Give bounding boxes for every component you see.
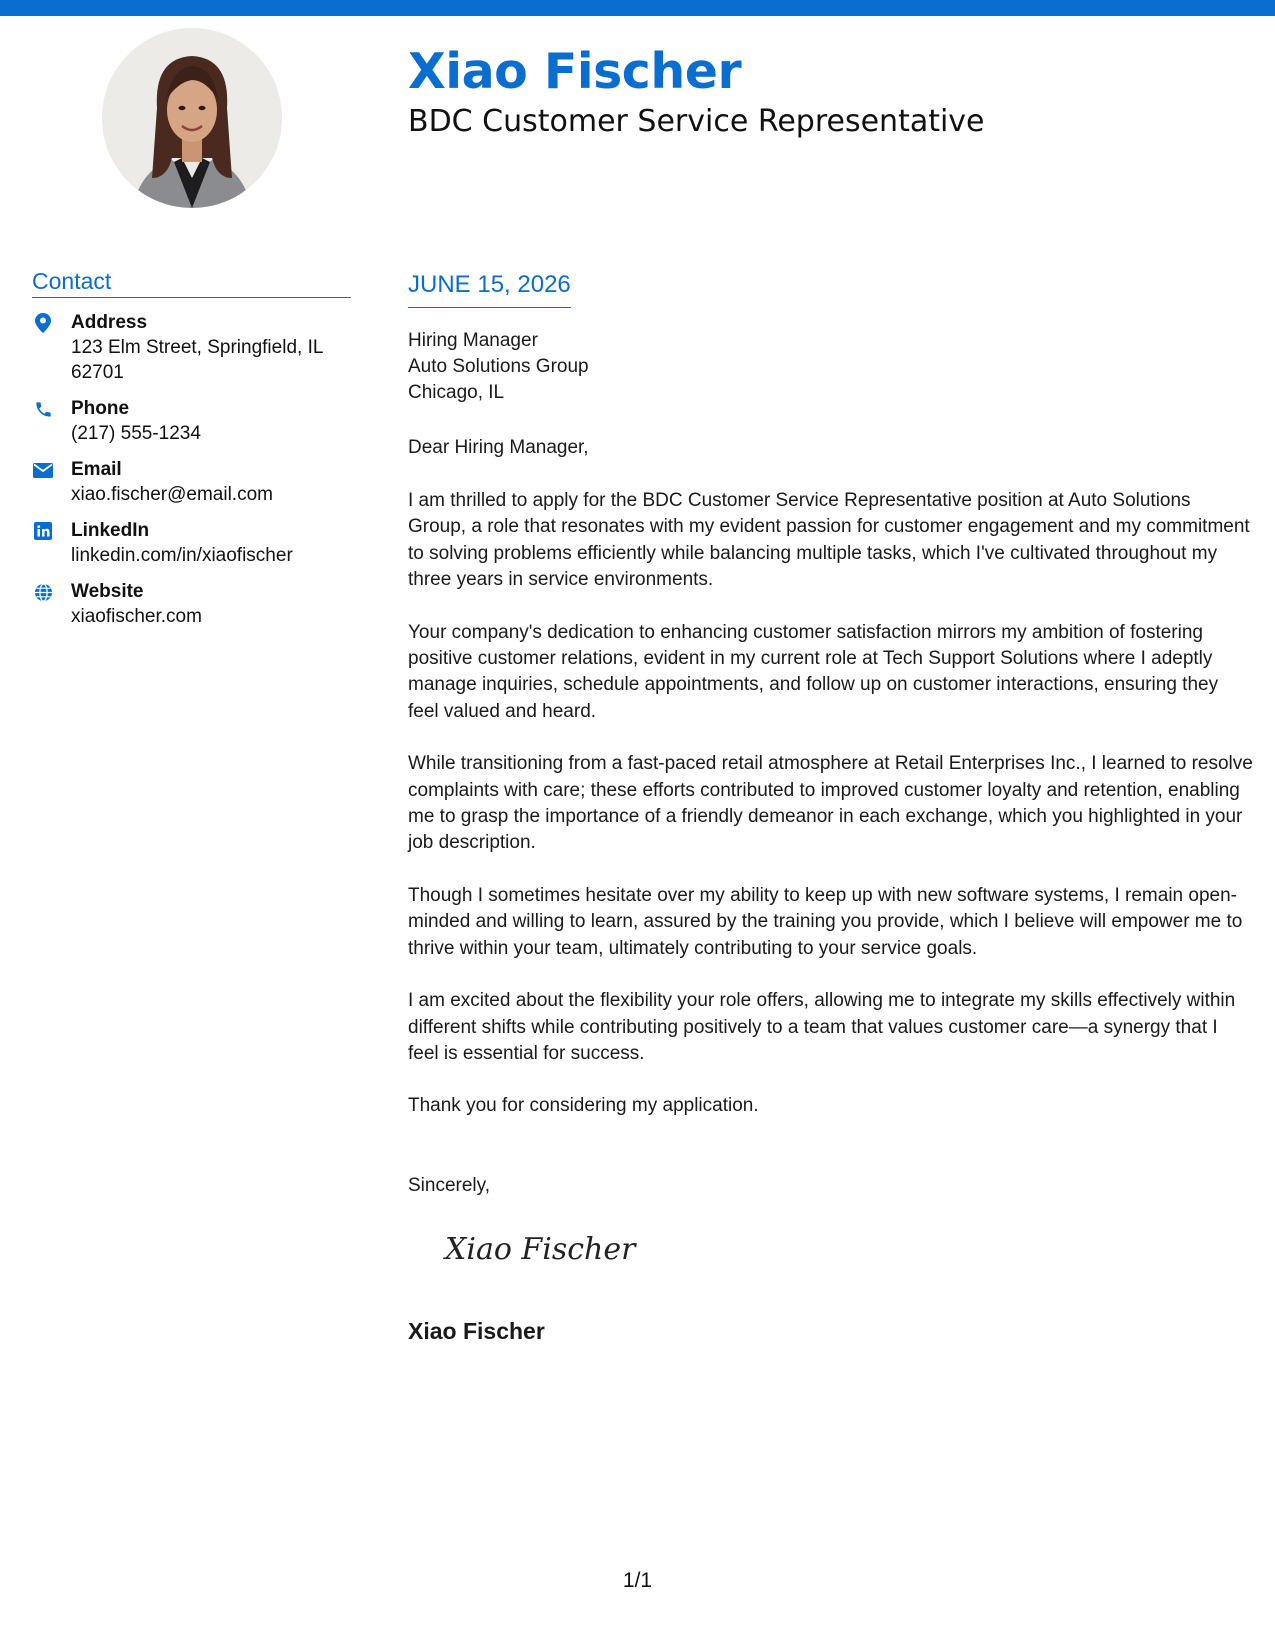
contact-label-linkedin: LinkedIn — [71, 520, 150, 541]
contact-value-website: xiaofischer.com — [71, 606, 202, 627]
contact-item-phone — [32, 396, 352, 446]
contact-item-email — [32, 457, 352, 507]
location-pin-icon — [32, 312, 54, 334]
handwritten-signature — [443, 1225, 643, 1280]
recipient-line: Chicago, IL — [408, 382, 505, 403]
contact-label-phone: Phone — [71, 398, 130, 419]
body-paragraph: Thank you for considering my application. — [408, 1095, 759, 1117]
contact-list — [32, 310, 352, 640]
recipient-block — [408, 328, 589, 406]
top-accent-bar — [0, 0, 1275, 16]
linkedin-icon — [32, 520, 54, 542]
body-paragraph: Though I sometimes hesitate over my ability to keep up with new software systems, I remain open-minded and willing to learn, assured by the training you provide, which I believe will empower me to thrive within your team, ultimately contributing to your service goals. — [408, 884, 1243, 959]
salutation: Dear Hiring Manager, — [408, 437, 589, 458]
contact-value-address-line-1: 123 Elm Street, Springfield, IL — [71, 337, 324, 358]
globe-icon — [32, 581, 54, 603]
job-title: BDC Customer Service Representative — [408, 104, 985, 139]
contact-label-address: Address — [71, 312, 148, 333]
contact-heading: Contact — [32, 266, 351, 298]
body-paragraph: While transitioning from a fast-paced retail atmosphere at Retail Enterprises Inc., I learned to resolve complaints with care; these efforts contributed to improved customer loyalty and retention, enabling me to grasp the importance of a friendly demeanor in each exchange, which you highlighted in your job description. — [408, 753, 1253, 854]
contact-item-linkedin — [32, 518, 352, 568]
contact-value-address-line-2: 62701 — [71, 362, 124, 383]
body-paragraph: Your company's dedication to enhancing customer satisfaction mirrors my ambition of fostering positive customer relations, evident in my current role at Tech Support Solutions where I adeptly manage inquiries, schedule appointments, and follow up on customer interactions, ensuring they feel valued and heard. — [408, 621, 1219, 722]
contact-label-email: Email — [71, 459, 122, 480]
signature-text: Xiao Fischer — [445, 1232, 636, 1267]
envelope-icon — [32, 459, 54, 481]
contact-label-website: Website — [71, 581, 144, 602]
recipient-line: Hiring Manager — [408, 330, 538, 351]
recipient-line: Auto Solutions Group — [408, 356, 589, 377]
contact-item-website — [32, 579, 352, 629]
letter-date: JUNE 15, 2026 — [408, 270, 571, 308]
phone-icon — [32, 398, 54, 420]
contact-item-address — [32, 310, 352, 385]
body-paragraph: I am excited about the flexibility your role offers, allowing me to integrate my skills effectively within different shifts while contributing positively to a team that values customer care—a synergy that I feel is essential for success. — [408, 990, 1236, 1064]
profile-photo — [102, 28, 282, 208]
letter-body — [408, 488, 1253, 1146]
signer-name: Xiao Fischer — [408, 1318, 545, 1344]
contact-value-linkedin: linkedin.com/in/xiaofischer — [71, 545, 293, 566]
contact-value-email: xiao.fischer@email.com — [71, 484, 273, 505]
contact-value-phone: (217) 555-1234 — [71, 423, 201, 444]
applicant-name: Xiao Fischer — [408, 43, 742, 100]
body-paragraph: I am thrilled to apply for the BDC Customer Service Representative position at Auto Solutions Group, a role that resonates with my evident passion for customer engagement and my commitment to solving problems efficiently while balancing multiple tasks, which I've cultivated throughout my three years in service environments. — [408, 490, 1250, 591]
page-number: 1/1 — [622, 1569, 653, 1592]
closing: Sincerely, — [408, 1175, 491, 1196]
